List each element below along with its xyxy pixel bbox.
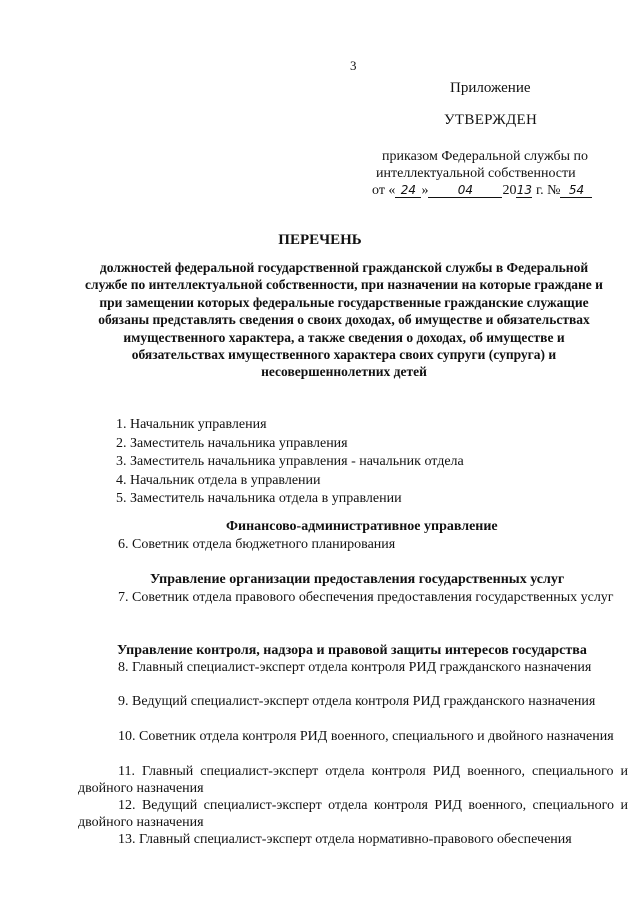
section-heading-control: Управление контроля, надзора и правовой защиты интересов государства bbox=[117, 643, 587, 658]
list-item: 7. Советник отдела правового обеспечения предоставления государственных услуг bbox=[118, 590, 614, 605]
page-number: 3 bbox=[350, 58, 357, 73]
order-year-prefix: 20 bbox=[502, 183, 517, 198]
order-year-suffix: 13 bbox=[516, 183, 533, 197]
order-date-line bbox=[372, 182, 592, 199]
order-number-label: г. № bbox=[535, 183, 561, 198]
order-day: 24 bbox=[395, 184, 421, 198]
order-from-label: от « bbox=[372, 183, 396, 198]
order-quote-close: » bbox=[421, 183, 429, 198]
list-item: 6. Советник отдела бюджетного планирования bbox=[118, 537, 396, 552]
list-item: 12. Ведущий специалист-эксперт отдела контроля РИД военного, специального и двойного назначения bbox=[78, 798, 628, 830]
order-number: 54 bbox=[560, 184, 592, 198]
order-month: 04 bbox=[428, 184, 502, 198]
order-line-1: приказом Федеральной службы по bbox=[382, 149, 588, 164]
list-item: 1. Начальник управления bbox=[116, 417, 267, 432]
list-item: 4. Начальник отдела в управлении bbox=[116, 472, 321, 488]
approved-label: УТВЕРЖДЕН bbox=[444, 112, 538, 128]
appendix-label: Приложение bbox=[450, 80, 531, 96]
document-title: ПЕРЕЧЕНЬ bbox=[278, 232, 362, 248]
list-item: 9. Ведущий специалист-эксперт отдела контроля РИД гражданского назначения bbox=[118, 694, 596, 709]
document-subtitle: должностей федеральной государственной гражданской службы в Федеральной службе по интеллектуальной собственности, при назначении на которые граждане и при замещении которых федеральные государственные гражданские служащие обязаны представлять сведения о своих доходах, об имуществе и обязательствах имущественного характера, а также сведения о доходах, об имуществе и обязательствах имущественного характера своих супруги (супруга) и несовершеннолетних детей bbox=[85, 260, 603, 380]
list-item: 10. Советник отдела контроля РИД военного, специального и двойного назначения bbox=[118, 729, 614, 744]
list-item: 5. Заместитель начальника отдела в управлении bbox=[116, 491, 402, 506]
list-item: 13. Главный специалист-эксперт отдела нормативно-правового обеспечения bbox=[118, 832, 572, 847]
list-item: 8. Главный специалист-эксперт отдела контроля РИД гражданского назначения bbox=[118, 660, 592, 675]
section-heading-finance: Финансово-административное управление bbox=[226, 519, 498, 534]
order-reference bbox=[372, 148, 592, 199]
list-item: 11. Главный специалист-эксперт отдела контроля РИД военного, специального и двойного назначения bbox=[78, 764, 628, 796]
list-item: 3. Заместитель начальника управления - начальник отдела bbox=[116, 454, 464, 469]
list-item: 2. Заместитель начальника управления bbox=[116, 435, 348, 451]
order-line-2: интеллектуальной собственности bbox=[376, 166, 576, 181]
general-positions-list bbox=[116, 416, 464, 509]
section-heading-services: Управление организации предоставления государственных услуг bbox=[150, 572, 565, 587]
